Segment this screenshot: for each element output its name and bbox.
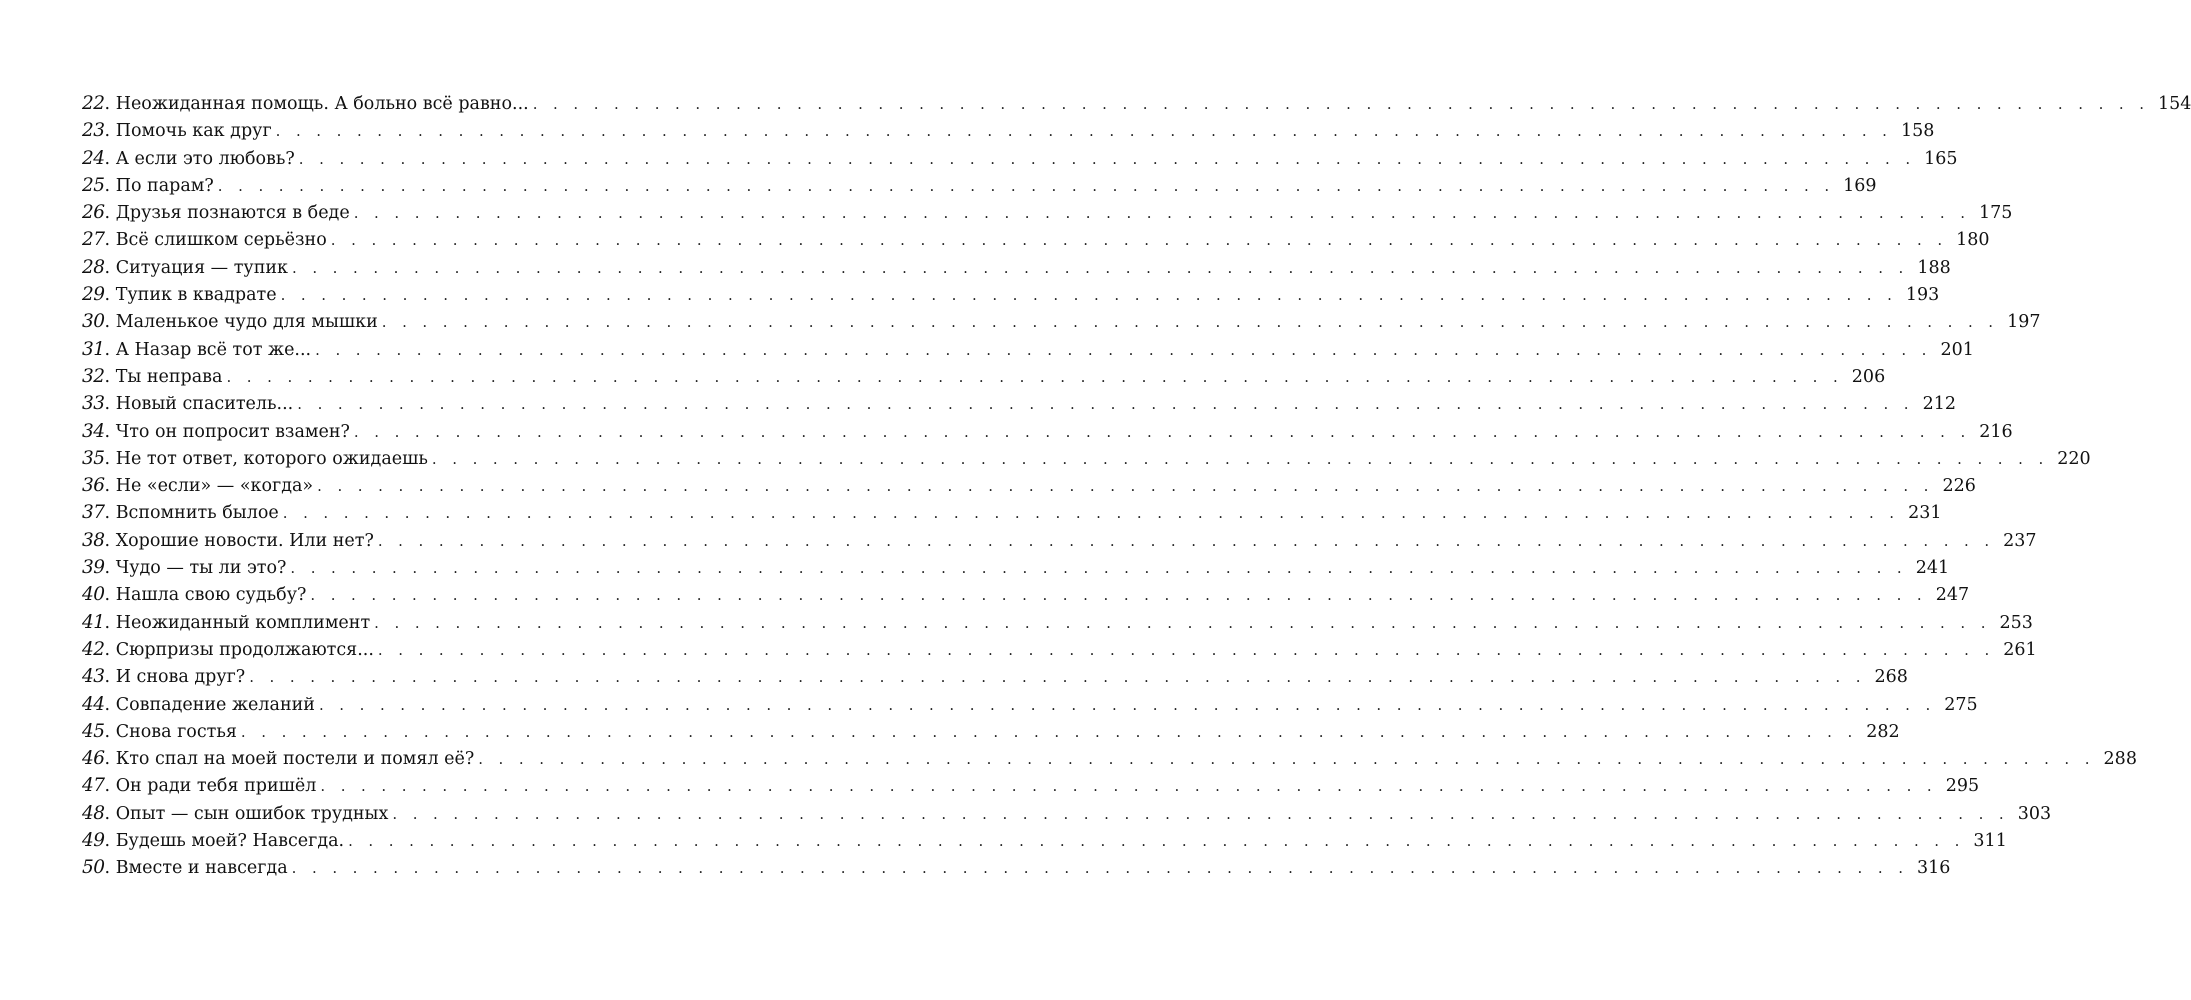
- dot-leader: . . . . . . . . . . . . . . . . . . . . . . . . . . . . . . . . . . . . . . . . . . . . . . . . . . . . . . . . . . . . . . . . . . . . . . . . . . . . . . . .: [297, 395, 1914, 414]
- chapter-number: 32: [82, 365, 105, 387]
- chapter-title: Кто спал на моей постели и помял её?: [115, 749, 475, 770]
- number-separator: .: [104, 612, 116, 633]
- chapter-number: 46: [82, 748, 105, 770]
- chapter-number: 33: [82, 393, 105, 415]
- chapter-title: А если это любовь?: [115, 148, 295, 169]
- toc-entry[interactable]: [82, 308, 2041, 335]
- number-separator: .: [104, 667, 116, 688]
- number-separator: .: [104, 366, 116, 387]
- page-number: 303: [2017, 803, 2052, 824]
- chapter-number: 39: [82, 557, 105, 579]
- chapter-title: А Назар всё тот же...: [115, 339, 312, 360]
- chapter-number: 43: [82, 666, 105, 688]
- dot-leader: . . . . . . . . . . . . . . . . . . . . . . . . . . . . . . . . . . . . . . . . . . . . . . . . . . . . . . . . . . . . . . . . . . . . . . . . . . . . . . . .: [381, 313, 1999, 332]
- dot-leader: . . . . . . . . . . . . . . . . . . . . . . . . . . . . . . . . . . . . . . . . . . . . . . . . . . . . . . . . . . . . . . . . . . . . . . . . . . . . . . . .: [377, 640, 1995, 659]
- chapter-number: 48: [82, 802, 105, 824]
- page-number: 247: [1935, 585, 1970, 606]
- number-separator: .: [104, 94, 116, 114]
- number-separator: .: [104, 749, 116, 770]
- page-number: 282: [1866, 721, 1900, 742]
- dot-leader: . . . . . . . . . . . . . . . . . . . . . . . . . . . . . . . . . . . . . . . . . . . . . . . . . . . . . . . . . . . . . . . . . . . . . . . . . . . . . . . .: [217, 176, 1835, 195]
- number-separator: .: [104, 694, 116, 715]
- page-number: 241: [1915, 558, 1950, 579]
- toc-entry[interactable]: [82, 117, 1935, 144]
- chapter-number: 22: [82, 93, 105, 114]
- number-separator: .: [104, 175, 116, 196]
- chapter-title: Всё слишком серьёзно: [115, 230, 327, 251]
- dot-leader: . . . . . . . . . . . . . . . . . . . . . . . . . . . . . . . . . . . . . . . . . . . . . . . . . . . . . . . . . . . . . . . . . . . . . . . . . . . . . . . .: [330, 231, 1948, 250]
- number-separator: .: [104, 585, 116, 606]
- chapter-title: Нашла свою судьбу?: [115, 585, 307, 606]
- chapter-title: Тупик в квадрате: [115, 285, 277, 306]
- page-number: 197: [2007, 312, 2041, 333]
- dot-leader: . . . . . . . . . . . . . . . . . . . . . . . . . . . . . . . . . . . . . . . . . . . . . . . . . . . . . . . . . . . . . . . . . . . . . . . . . . . . . . . .: [290, 559, 1908, 578]
- chapter-number: 27: [82, 229, 105, 251]
- page-number: 253: [1999, 612, 2033, 633]
- toc-entry[interactable]: [82, 499, 1942, 526]
- page-number: 275: [1944, 694, 1978, 715]
- chapter-number: 36: [82, 475, 105, 497]
- number-separator: .: [104, 421, 116, 442]
- chapter-title: Не «если» — «когда»: [115, 476, 314, 497]
- page-number: 158: [1900, 121, 1935, 142]
- page-number: 295: [1945, 776, 1980, 797]
- dot-leader: . . . . . . . . . . . . . . . . . . . . . . . . . . . . . . . . . . . . . . . . . . . . . . . . . . . . . . . . . . . . . . . . . . . . . . . . . . . . . . . .: [431, 449, 2049, 468]
- chapter-number: 44: [82, 693, 105, 715]
- chapter-title: Опыт — сын ошибок трудных: [115, 803, 389, 824]
- toc-entry[interactable]: [82, 445, 2091, 472]
- toc-entry[interactable]: [82, 854, 1951, 881]
- number-separator: .: [104, 257, 116, 278]
- dot-leader: . . . . . . . . . . . . . . . . . . . . . . . . . . . . . . . . . . . . . . . . . . . . . . . . . . . . . . . . . . . . . . . . . . . . . . . . . . . . . . . .: [291, 258, 1909, 277]
- dot-leader: . . . . . . . . . . . . . . . . . . . . . . . . . . . . . . . . . . . . . . . . . . . . . . . . . . . . . . . . . . . . . . . . . . . . . . . . . . . . . . . .: [532, 95, 2150, 113]
- chapter-number: 45: [82, 720, 105, 742]
- page-number: 216: [1979, 421, 2013, 442]
- toc-entry[interactable]: [82, 800, 2052, 827]
- number-separator: .: [104, 285, 116, 306]
- dot-leader: . . . . . . . . . . . . . . . . . . . . . . . . . . . . . . . . . . . . . . . . . . . . . . . . . . . . . . . . . . . . . . . . . . . . . . . . . . . . . . . .: [280, 286, 1898, 305]
- page-number: 288: [2103, 749, 2137, 770]
- toc-entry[interactable]: [82, 199, 2013, 226]
- toc-entry[interactable]: [82, 554, 1950, 581]
- page-number: 220: [2057, 448, 2091, 469]
- number-separator: .: [104, 230, 116, 251]
- toc-entry[interactable]: [82, 772, 1980, 799]
- chapter-number: 30: [82, 311, 105, 333]
- dot-leader: . . . . . . . . . . . . . . . . . . . . . . . . . . . . . . . . . . . . . . . . . . . . . . . . . . . . . . . . . . . . . . . . . . . . . . . . . . . . . . . .: [478, 750, 2095, 769]
- toc-entry[interactable]: [82, 472, 1976, 499]
- chapter-title: Совпадение желаний: [115, 694, 315, 715]
- dot-leader: . . . . . . . . . . . . . . . . . . . . . . . . . . . . . . . . . . . . . . . . . . . . . . . . . . . . . . . . . . . . . . . . . . . . . . . . . . . . . . . .: [374, 613, 1991, 632]
- dot-leader: . . . . . . . . . . . . . . . . . . . . . . . . . . . . . . . . . . . . . . . . . . . . . . . . . . . . . . . . . . . . . . . . . . . . . . . . . . . . . . . .: [353, 204, 1971, 223]
- chapter-number: 28: [82, 256, 105, 278]
- toc-entry[interactable]: [82, 281, 1940, 308]
- page-number: 316: [1916, 858, 1951, 879]
- toc-entry[interactable]: [82, 745, 2137, 772]
- number-separator: .: [104, 121, 116, 142]
- chapter-number: 34: [82, 420, 105, 442]
- chapter-title: Не тот ответ, которого ожидаешь: [115, 448, 428, 469]
- number-separator: .: [104, 831, 116, 852]
- number-separator: .: [104, 803, 116, 824]
- chapter-number: 25: [82, 174, 105, 196]
- number-separator: .: [104, 503, 116, 524]
- number-separator: .: [104, 530, 116, 551]
- dot-leader: . . . . . . . . . . . . . . . . . . . . . . . . . . . . . . . . . . . . . . . . . . . . . . . . . . . . . . . . . . . . . . . . . . . . . . . . . . . . . . . .: [298, 149, 1916, 168]
- chapter-title: Ситуация — тупик: [115, 257, 288, 278]
- dot-leader: . . . . . . . . . . . . . . . . . . . . . . . . . . . . . . . . . . . . . . . . . . . . . . . . . . . . . . . . . . . . . . . . . . . . . . . . . . . . . . . .: [318, 695, 1936, 714]
- number-separator: .: [104, 558, 116, 579]
- toc-entry[interactable]: [82, 226, 1990, 253]
- chapter-title: И снова друг?: [115, 667, 246, 688]
- chapter-title: Друзья познаются в беде: [115, 203, 350, 224]
- number-separator: .: [104, 312, 116, 333]
- page-number: 226: [1942, 476, 1976, 497]
- dot-leader: . . . . . . . . . . . . . . . . . . . . . . . . . . . . . . . . . . . . . . . . . . . . . . . . . . . . . . . . . . . . . . . . . . . . . . . . . . . . . . . .: [249, 668, 1866, 687]
- dot-leader: . . . . . . . . . . . . . . . . . . . . . . . . . . . . . . . . . . . . . . . . . . . . . . . . . . . . . . . . . . . . . . . . . . . . . . . . . . . . . . . .: [282, 504, 1900, 523]
- dot-leader: . . . . . . . . . . . . . . . . . . . . . . . . . . . . . . . . . . . . . . . . . . . . . . . . . . . . . . . . . . . . . . . . . . . . . . . . . . . . . . . .: [348, 832, 1965, 851]
- chapter-number: 23: [82, 120, 105, 142]
- toc-entry[interactable]: [82, 418, 2013, 445]
- chapter-number: 50: [82, 857, 105, 879]
- number-separator: .: [104, 476, 116, 497]
- toc-entry[interactable]: [82, 636, 2037, 663]
- toc-entry[interactable]: [82, 691, 1978, 718]
- toc-entry[interactable]: [82, 581, 1970, 608]
- chapter-number: 31: [82, 338, 105, 360]
- toc-entry[interactable]: [82, 363, 1886, 390]
- dot-leader: . . . . . . . . . . . . . . . . . . . . . . . . . . . . . . . . . . . . . . . . . . . . . . . . . . . . . . . . . . . . . . . . . . . . . . . . . . . . . . . .: [353, 422, 1971, 441]
- number-separator: .: [104, 339, 116, 360]
- page-number: 154: [2158, 94, 2191, 114]
- chapter-number: 37: [82, 502, 105, 524]
- chapter-number: 38: [82, 529, 105, 551]
- page-number: 169: [1843, 175, 1877, 196]
- page-number: 206: [1851, 366, 1886, 387]
- chapter-number: 42: [82, 638, 105, 660]
- number-separator: .: [104, 203, 116, 224]
- toc-entry[interactable]: [82, 90, 2191, 117]
- number-separator: .: [104, 858, 116, 879]
- page-number: 237: [2003, 530, 2037, 551]
- chapter-title: Он ради тебя пришёл: [115, 776, 317, 797]
- dot-leader: . . . . . . . . . . . . . . . . . . . . . . . . . . . . . . . . . . . . . . . . . . . . . . . . . . . . . . . . . . . . . . . . . . . . . . . . . . . . . . . .: [315, 340, 1932, 359]
- dot-leader: . . . . . . . . . . . . . . . . . . . . . . . . . . . . . . . . . . . . . . . . . . . . . . . . . . . . . . . . . . . . . . . . . . . . . . . . . . . . . . . .: [226, 367, 1844, 386]
- toc-entry[interactable]: [82, 172, 1877, 199]
- page-number: 212: [1922, 394, 1956, 415]
- chapter-number: 29: [82, 284, 105, 306]
- chapter-title: Хорошие новости. Или нет?: [115, 530, 374, 551]
- page-number: 165: [1924, 148, 1958, 169]
- chapter-title: Чудо — ты ли это?: [115, 558, 287, 579]
- dot-leader: . . . . . . . . . . . . . . . . . . . . . . . . . . . . . . . . . . . . . . . . . . . . . . . . . . . . . . . . . . . . . . . . . . . . . . . . . . . . . . . .: [240, 722, 1858, 741]
- page-number: 188: [1917, 257, 1951, 278]
- toc-entry[interactable]: [82, 827, 2007, 854]
- toc-entry[interactable]: [82, 718, 1900, 745]
- chapter-title: Вместе и навсегда: [115, 858, 288, 879]
- chapter-title: Ты неправа: [115, 366, 223, 387]
- page-number: 311: [1973, 831, 2007, 852]
- chapter-title: Помочь как друг: [115, 121, 272, 142]
- dot-leader: . . . . . . . . . . . . . . . . . . . . . . . . . . . . . . . . . . . . . . . . . . . . . . . . . . . . . . . . . . . . . . . . . . . . . . . . . . . . . . . .: [317, 477, 1934, 496]
- number-separator: .: [104, 448, 116, 469]
- page-number: 261: [2003, 639, 2037, 660]
- chapter-title: Новый спаситель...: [115, 394, 294, 415]
- chapter-title: Вспомнить былое: [115, 503, 279, 524]
- chapter-title: По парам?: [115, 175, 214, 196]
- dot-leader: . . . . . . . . . . . . . . . . . . . . . . . . . . . . . . . . . . . . . . . . . . . . . . . . . . . . . . . . . . . . . . . . . . . . . . . . . . . . . . . .: [310, 586, 1928, 605]
- toc-entry[interactable]: [82, 336, 1974, 363]
- chapter-number: 47: [82, 775, 105, 797]
- chapter-number: 26: [82, 202, 105, 224]
- toc-entry[interactable]: [82, 609, 2033, 636]
- chapter-title: Маленькое чудо для мышки: [115, 312, 378, 333]
- number-separator: .: [104, 394, 116, 415]
- toc-entry[interactable]: [82, 390, 1956, 417]
- page-number: 231: [1908, 503, 1942, 524]
- chapter-title: Неожиданная помощь. А больно всё равно...: [115, 94, 529, 114]
- dot-leader: . . . . . . . . . . . . . . . . . . . . . . . . . . . . . . . . . . . . . . . . . . . . . . . . . . . . . . . . . . . . . . . . . . . . . . . . . . . . . . . .: [320, 777, 1938, 796]
- toc-entry[interactable]: [82, 145, 1958, 172]
- page-number: 268: [1874, 667, 1908, 688]
- chapter-number: 40: [82, 584, 105, 606]
- page-number: 201: [1940, 339, 1974, 360]
- number-separator: .: [104, 721, 116, 742]
- chapter-title: Неожиданный комплимент: [115, 612, 371, 633]
- chapter-number: 35: [82, 447, 105, 469]
- toc-entry[interactable]: [82, 254, 1951, 281]
- chapter-number: 24: [82, 147, 105, 169]
- page-number: 175: [1979, 203, 2013, 224]
- chapter-title: Будешь моей? Навсегда.: [115, 831, 345, 852]
- dot-leader: . . . . . . . . . . . . . . . . . . . . . . . . . . . . . . . . . . . . . . . . . . . . . . . . . . . . . . . . . . . . . . . . . . . . . . . . . . . . . . . .: [275, 122, 1893, 141]
- toc-entry[interactable]: [82, 527, 2037, 554]
- chapter-title: Снова гостья: [115, 721, 237, 742]
- dot-leader: . . . . . . . . . . . . . . . . . . . . . . . . . . . . . . . . . . . . . . . . . . . . . . . . . . . . . . . . . . . . . . . . . . . . . . . . . . . . . . . .: [291, 859, 1909, 878]
- chapter-title: Что он попросит взамен?: [115, 421, 350, 442]
- number-separator: .: [104, 639, 116, 660]
- dot-leader: . . . . . . . . . . . . . . . . . . . . . . . . . . . . . . . . . . . . . . . . . . . . . . . . . . . . . . . . . . . . . . . . . . . . . . . . . . . . . . . .: [392, 804, 2010, 823]
- chapter-title: Сюрпризы продолжаются...: [115, 639, 374, 660]
- page-number: 180: [1956, 230, 1990, 251]
- chapter-number: 49: [82, 830, 105, 852]
- number-separator: .: [104, 148, 116, 169]
- chapter-number: 41: [82, 611, 105, 633]
- number-separator: .: [104, 776, 116, 797]
- toc-entry[interactable]: [82, 663, 1908, 690]
- dot-leader: . . . . . . . . . . . . . . . . . . . . . . . . . . . . . . . . . . . . . . . . . . . . . . . . . . . . . . . . . . . . . . . . . . . . . . . . . . . . . . . .: [377, 531, 1995, 550]
- table-of-contents: [82, 90, 2191, 882]
- page-number: 193: [1905, 285, 1940, 306]
